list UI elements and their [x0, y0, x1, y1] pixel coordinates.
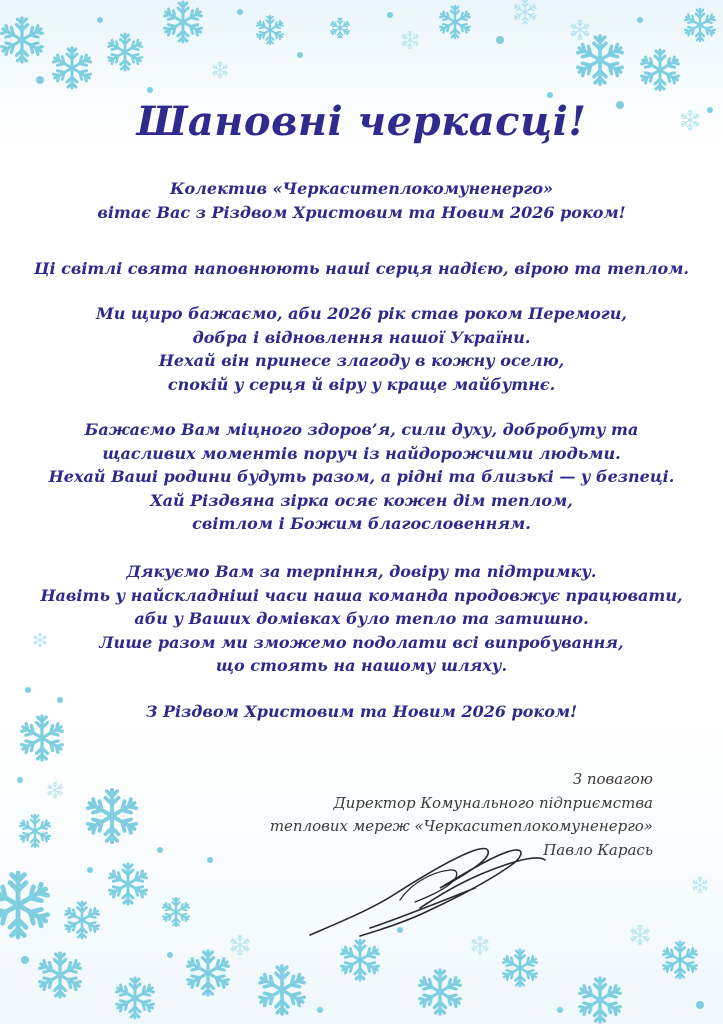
text-line: що стоять на нашому шляху.	[215, 656, 508, 675]
paragraph-4	[20, 560, 703, 678]
paragraph-2	[20, 302, 703, 396]
page-title: Шановні черкасці!	[136, 98, 587, 145]
sign-organization: теплових мереж «Черкаситеплокомуненерго»	[269, 817, 653, 835]
text-line: Лише разом ми зможемо подолати всі випробування,	[99, 632, 624, 652]
sign-name: Павло Карась	[543, 840, 653, 859]
text-line: добра і відновлення нашої України.	[192, 327, 531, 347]
text-line: Бажаємо Вам міцного здоров’я, сили духу, добробуту та	[84, 420, 639, 439]
text-line: щасливих моментів поруч із найдорожчими людьми.	[102, 443, 621, 463]
handwritten-signature	[300, 830, 560, 950]
text-line: спокій у серця й віру у краще майбутнє.	[167, 374, 556, 394]
text-line: Хай Різдвяна зірка осяє кожен дім теплом,	[150, 490, 573, 510]
closing-line	[20, 700, 703, 724]
text-line: Ми щиро бажаємо, аби 2026 рік став роком Перемоги,	[96, 304, 627, 323]
sign-regards: З повагою	[572, 770, 653, 788]
greeting-paragraph	[20, 177, 703, 224]
text-line: Навіть у найскладніші часи наша команда продовжує працювати,	[40, 585, 683, 605]
paragraph-3	[20, 418, 703, 536]
text-line: Дякуємо Вам за терпіння, довіру та підтримку.	[126, 562, 597, 581]
text-line: вітає Вас з Різдвом Христовим та Новим 2026 роком!	[97, 202, 626, 222]
text-line: аби у Ваших домівках було тепло та затишно.	[134, 609, 589, 628]
paragraph-1	[20, 257, 703, 281]
text-line: світлом і Божим благословенням.	[192, 514, 531, 533]
text-line: Нехай він принесе злагоду в кожну оселю,	[158, 351, 565, 370]
text-line: Колектив «Черкаситеплокомуненерго»	[169, 179, 554, 198]
text-line: З Різдвом Христовим та Новим 2026 роком!	[145, 702, 578, 721]
text-line: Нехай Ваші родини будуть разом, а рідні та близькі — у безпеці.	[48, 467, 675, 486]
sign-position: Директор Комунального підприємства	[333, 793, 653, 812]
text-line: Ці світлі свята наповнюють наші серця надією, вірою та теплом.	[33, 259, 689, 278]
